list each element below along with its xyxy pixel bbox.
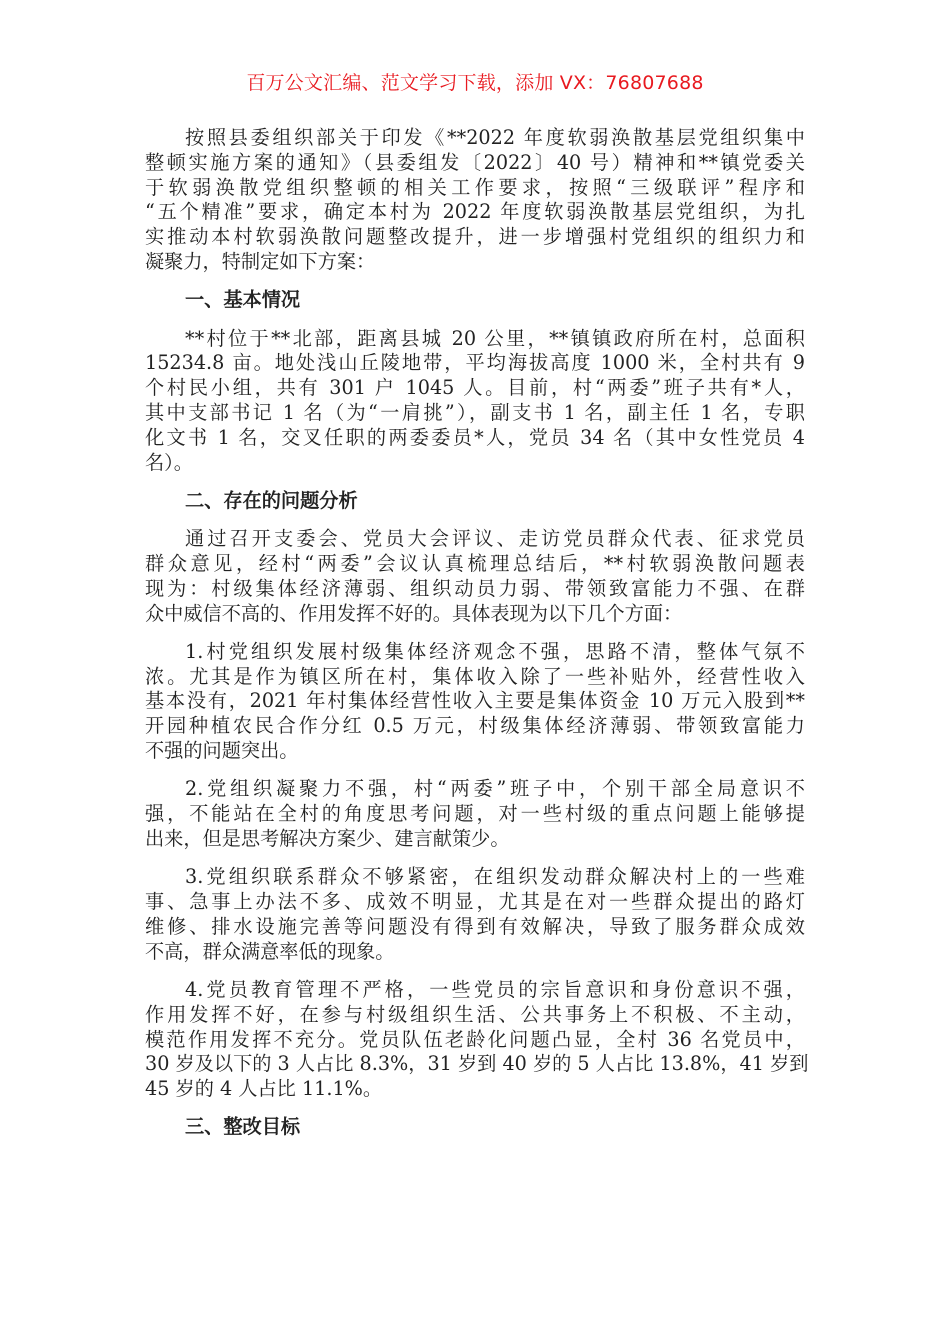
text-line: 作用发挥不好，在参与村级组织生活、公共事务上不积极、不主动， [145, 1002, 805, 1026]
text-line: 通过召开支委会、党员大会评议、走访党员群众代表、征求党员 [185, 527, 805, 551]
text-line: 整顿实施方案的通知》（县委组发〔2022〕40 号）精神和**镇党委关 [145, 150, 805, 174]
text-line: 按照县委组织部关于印发《**2022 年度软弱涣散基层党组织集中 [185, 126, 805, 149]
text-line: 基本没有，2021 年村集体经营性收入主要是集体资金 10 万元入股到** [145, 689, 805, 713]
text-line: 于软弱涣散党组织整顿的相关工作要求，按照“三级联评”程序和 [145, 175, 805, 199]
text-line: 15234.8 亩。地处浅山丘陵地带，平均海拔高度 1000 米，全村共有 9 [145, 351, 805, 375]
text-line: 不强的问题突出。 [145, 739, 299, 763]
text-line: 2.党组织凝聚力不强，村“两委”班子中，个别干部全局意识不 [185, 777, 805, 801]
text-line: 化文书 1 名，交叉任职的两委委员*人，党员 34 名（其中女性党员 4 [145, 425, 805, 449]
text-line: 事、急事上办法不多、成效不明显，尤其是在对一些群众提出的路灯 [145, 890, 805, 914]
text-line: 名）。 [145, 450, 193, 474]
text-line: 模范作用发挥不充分。党员队伍老龄化问题凸显，全村 36 名党员中， [145, 1027, 805, 1051]
paragraph [145, 977, 809, 1102]
paragraph [145, 640, 805, 764]
text-line: 4.党员教育管理不严格，一些党员的宗旨意识和身份意识不强， [185, 977, 805, 1001]
text-line: 众中威信不高的、作用发挥不好的。具体表现为以下几个方面： [145, 601, 683, 625]
text-line: 3.党组织联系群众不够紧密，在组织发动群众解决村上的一些难 [185, 865, 805, 889]
paragraph [145, 126, 805, 275]
heading-text: 一、基本情况 [185, 288, 301, 312]
text-line: 其中支部书记 1 名（为“一肩挑”），副支书 1 名，副主任 1 名，专职 [145, 400, 805, 424]
text-line: 现为：村级集体经济薄弱、组织动员力弱、带领致富能力不强、在群 [145, 576, 805, 600]
text-line: 不高，群众满意率低的现象。 [145, 939, 395, 963]
text-line: 30 岁及以下的 3 人占比 8.3%，31 岁到 40 岁的 5 人占比 13.8%，41 岁到 [145, 1052, 809, 1076]
text-line: 开园种植农民合作分红 0.5 万元，村级集体经济薄弱、带领致富能力 [145, 714, 805, 738]
section-heading [145, 1115, 805, 1140]
text-line: 实推动本村软弱涣散问题整改提升，进一步增强村党组织的组织力和 [145, 225, 805, 249]
paragraph [145, 327, 805, 476]
document-body [145, 126, 809, 1154]
text-line: 个村民小组，共有 301 户 1045 人。目前，村“两委”班子共有*人， [145, 376, 805, 400]
section-heading [145, 489, 805, 514]
text-line: **村位于**北部，距离县城 20 公里，**镇镇政府所在村，总面积 [185, 326, 805, 350]
text-line: 45 岁的 4 人占比 11.1%。 [145, 1077, 383, 1101]
text-line: 浓。尤其是作为镇区所在村，集体收入除了一些补贴外，经营性收入 [145, 664, 805, 688]
paragraph [145, 527, 805, 626]
paragraph [145, 777, 805, 851]
text-line: 凝聚力，特制定如下方案： [145, 249, 376, 273]
heading-text: 二、存在的问题分析 [185, 488, 358, 512]
text-line: 强，不能站在全村的角度思考问题，对一些村级的重点问题上能够提 [145, 802, 805, 826]
paragraph [145, 865, 805, 964]
watermark-banner: 百万公文汇编、范文学习下载，添加 VX：76807688 [246, 72, 704, 94]
section-heading [145, 288, 805, 313]
text-line: 群众意见，经村“两委”会议认真梳理总结后，**村软弱涣散问题表 [145, 551, 805, 575]
text-line: 1.村党组织发展村级集体经济观念不强，思路不清，整体气氛不 [185, 639, 805, 663]
text-line: “五个精准”要求，确定本村为 2022 年度软弱涣散基层党组织，为扎 [145, 200, 805, 224]
text-line: 出来，但是思考解决方案少、建言献策少。 [145, 826, 510, 850]
text-line: 维修、排水设施完善等问题没有得到有效解决，导致了服务群众成效 [145, 914, 805, 938]
heading-text: 三、整改目标 [185, 1115, 301, 1139]
